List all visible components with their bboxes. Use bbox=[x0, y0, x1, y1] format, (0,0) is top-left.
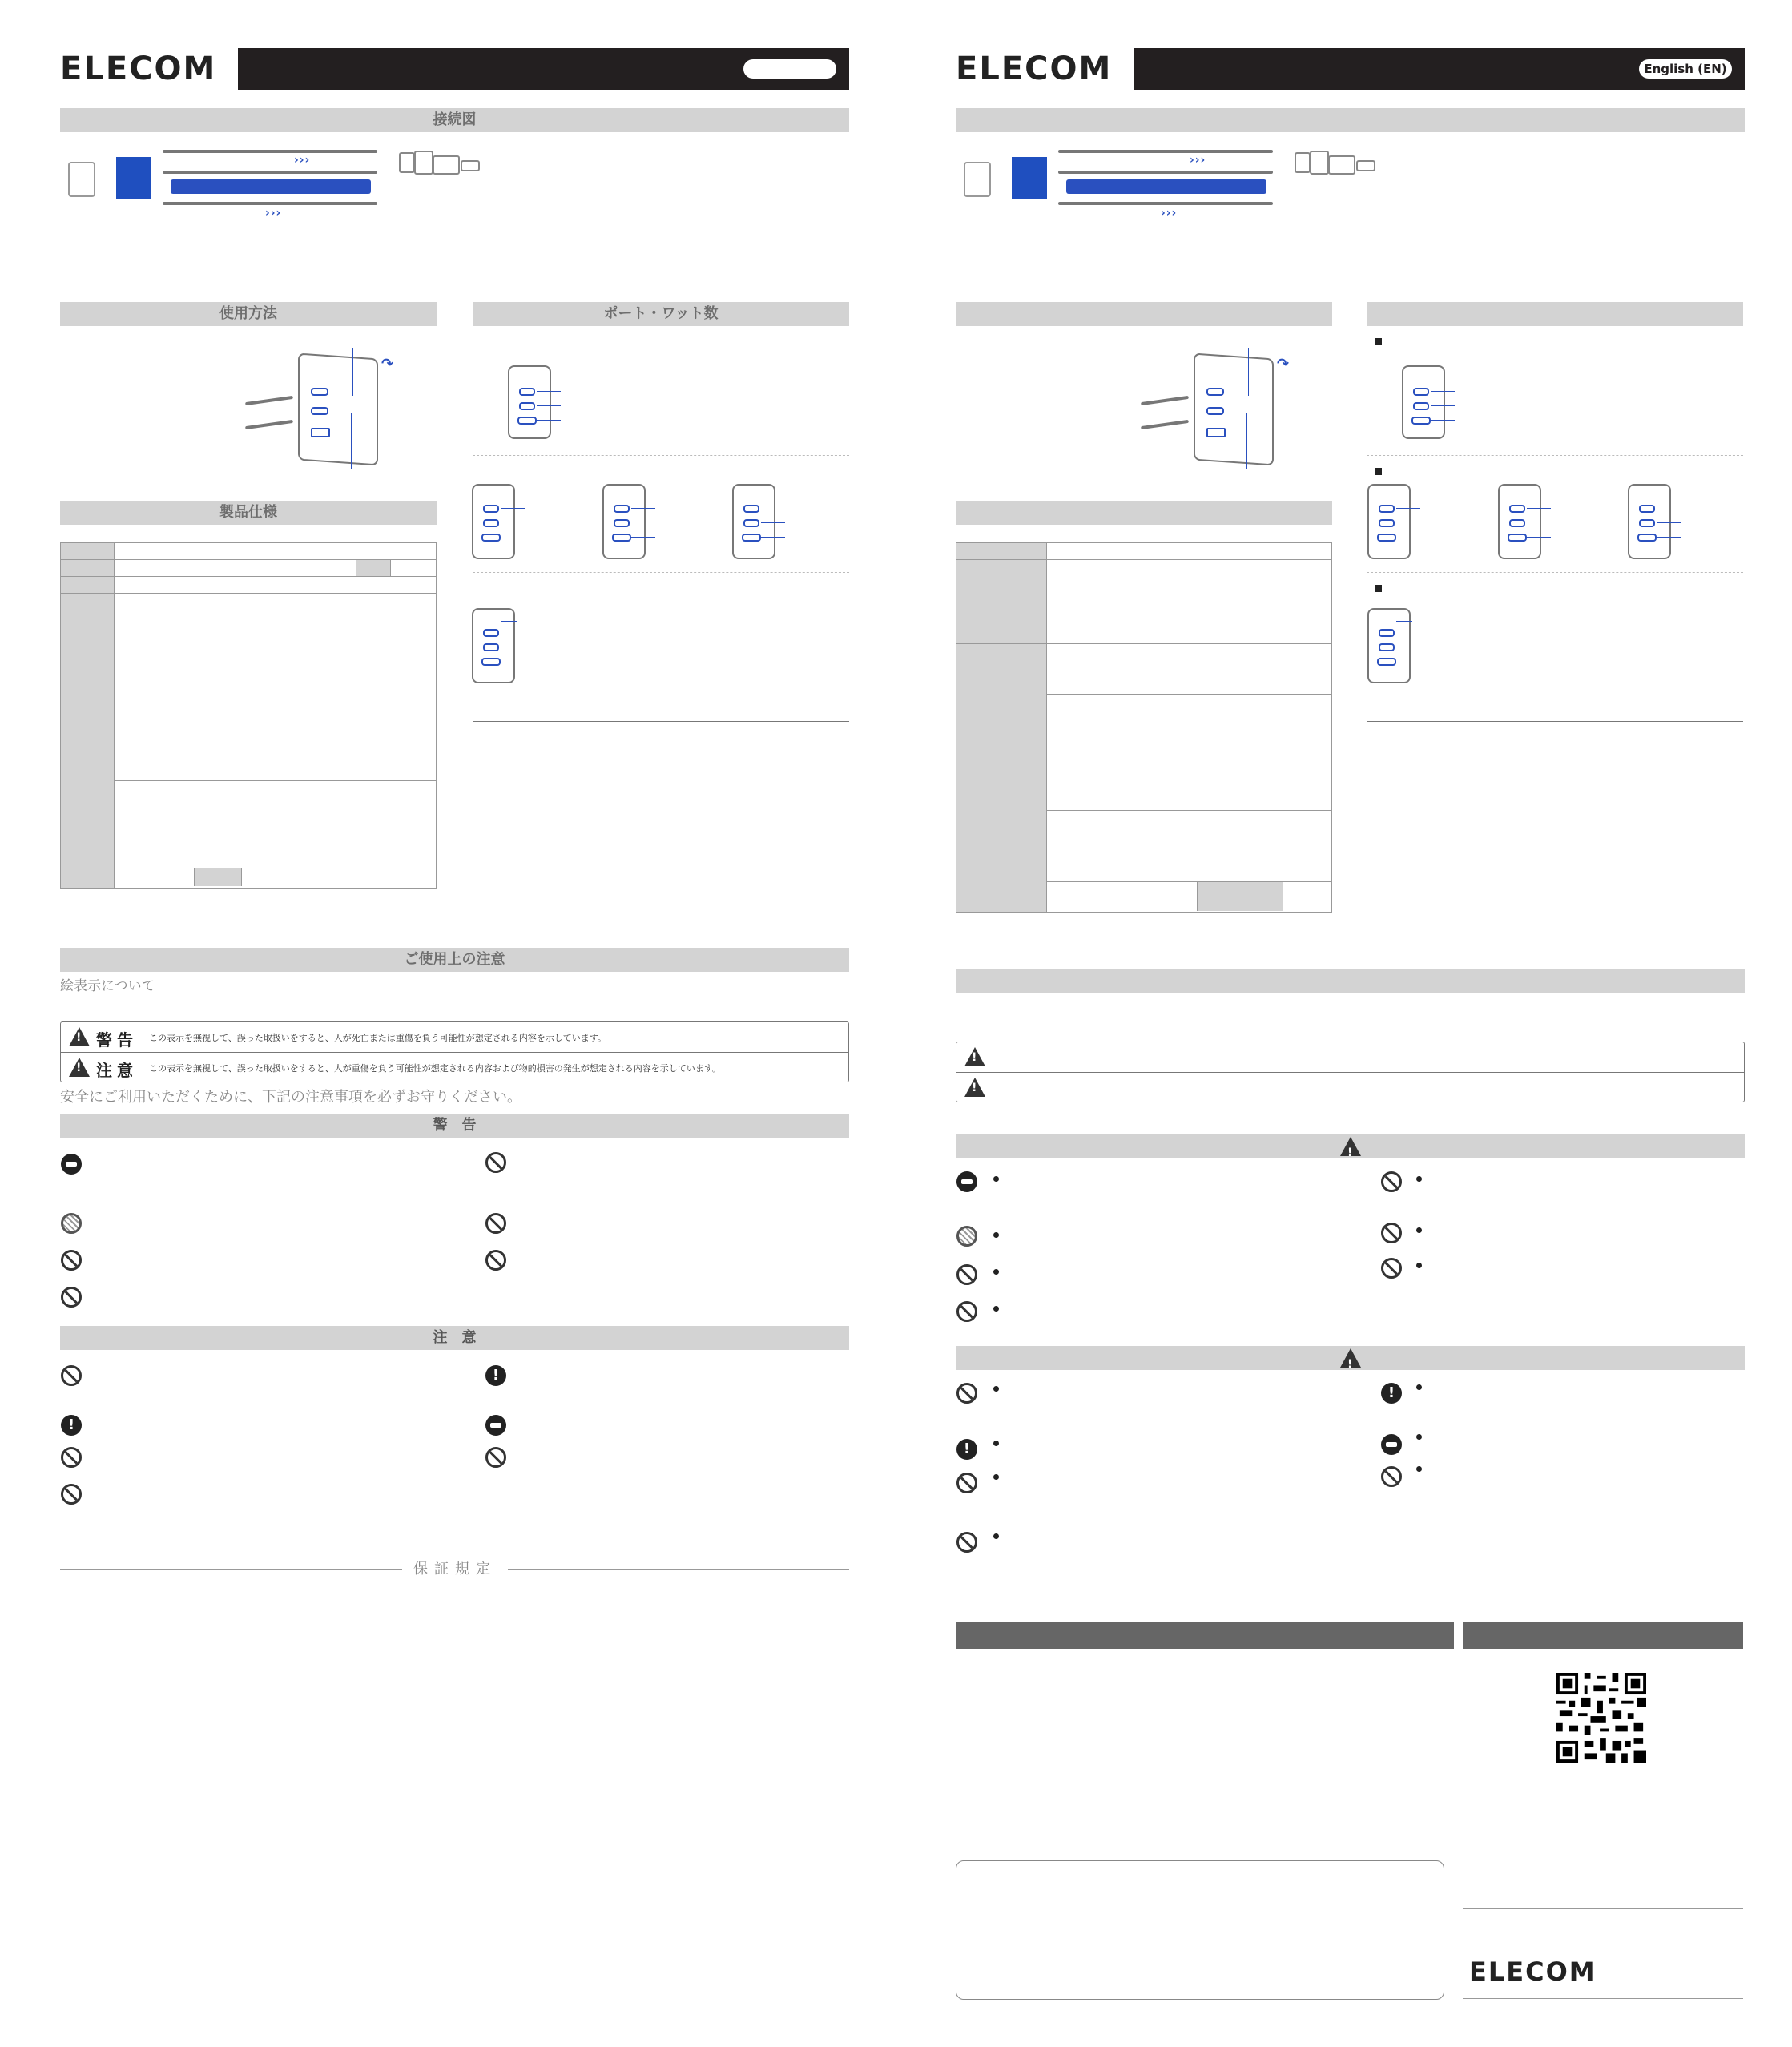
square-bullet bbox=[1375, 585, 1382, 592]
warning-section-bar bbox=[956, 1134, 1745, 1158]
warning-triangle-icon bbox=[1340, 1348, 1361, 1368]
port-diagram-3 bbox=[599, 481, 663, 561]
elecom-logo-footer: ELECOM bbox=[1469, 1956, 1597, 1987]
header-black-band bbox=[1134, 48, 1745, 90]
flow-arrows-top: ››› bbox=[294, 154, 311, 167]
prohibit-icon bbox=[61, 1250, 82, 1271]
dark-section-bar-small bbox=[1463, 1622, 1743, 1649]
prohibit-icon bbox=[61, 1365, 82, 1386]
port-diagram-4 bbox=[729, 481, 793, 561]
warning-section-title: 警 告 bbox=[60, 1114, 849, 1138]
caution-section-bar bbox=[956, 1346, 1745, 1370]
square-bullet bbox=[1375, 468, 1382, 475]
safety-note: 安全にご利用いただくために、下記の注意事項を必ずお守りください。 bbox=[60, 1089, 521, 1106]
spec-table bbox=[60, 542, 437, 889]
port-diagram-1 bbox=[505, 361, 569, 441]
warning-triangle-icon bbox=[1340, 1137, 1361, 1156]
unplug-icon bbox=[956, 1171, 977, 1192]
charger-body bbox=[298, 353, 378, 466]
unplug-icon bbox=[1381, 1434, 1402, 1455]
charger-icon bbox=[116, 157, 151, 199]
cable-middle bbox=[163, 171, 377, 174]
usage-cable-2 bbox=[245, 420, 293, 429]
unplug-icon bbox=[61, 1154, 82, 1175]
prohibit-icon bbox=[485, 1447, 506, 1468]
caution-level-row: ! 注意 この表示を無視して、誤った取扱いをすると、人が重傷を負う可能性が想定される内容および物的損害の発生が想定される内容を示しています。 bbox=[61, 1052, 848, 1082]
no-disassemble-icon bbox=[1381, 1258, 1402, 1279]
prohibit-icon bbox=[956, 1264, 977, 1285]
language-badge: English (EN) bbox=[1639, 59, 1732, 79]
header-black-band bbox=[238, 48, 849, 90]
unplug-icon bbox=[485, 1415, 506, 1436]
mandatory-action-icon: ! bbox=[61, 1415, 82, 1436]
no-wet-hands-icon bbox=[61, 1213, 82, 1234]
cable-top bbox=[163, 150, 377, 153]
elecom-logo: ELECOM bbox=[956, 50, 1113, 87]
leader-line bbox=[352, 348, 353, 396]
wall-outlet-icon bbox=[68, 162, 95, 197]
port-diagram-3 bbox=[1495, 481, 1559, 561]
japanese-page bbox=[0, 0, 881, 2047]
port-diagram-2 bbox=[469, 481, 533, 561]
warning-triangle-icon bbox=[964, 1047, 985, 1066]
prohibit-icon bbox=[61, 1287, 82, 1308]
connection-diagram bbox=[68, 144, 501, 224]
flow-arrows-top: ››› bbox=[1190, 154, 1206, 167]
port-diagram-5 bbox=[469, 605, 533, 685]
cable-thick bbox=[171, 179, 371, 194]
language-badge-blank bbox=[743, 59, 836, 79]
port-diagram-1 bbox=[1399, 361, 1463, 441]
laptop-device-icon bbox=[433, 155, 460, 175]
prohibit-icon bbox=[956, 1532, 977, 1553]
mandatory-action-icon: ! bbox=[1381, 1383, 1402, 1404]
leader-line bbox=[351, 413, 352, 469]
dark-section-bar bbox=[956, 1622, 1454, 1649]
rotate-arrow-icon: ↷ bbox=[1277, 356, 1291, 373]
prohibit-icon bbox=[485, 1152, 506, 1173]
port-diagram-4 bbox=[1625, 481, 1689, 561]
elecom-logo: ELECOM bbox=[60, 50, 217, 87]
small-device-icon bbox=[461, 160, 480, 171]
usage-illustration bbox=[240, 345, 425, 473]
no-wet-hands-icon bbox=[956, 1226, 977, 1247]
prohibit-icon bbox=[61, 1447, 82, 1468]
prohibit-icon bbox=[956, 1383, 977, 1404]
prohibit-icon bbox=[956, 1473, 977, 1493]
cable-bottom bbox=[163, 202, 377, 205]
no-disassemble-icon bbox=[485, 1250, 506, 1271]
prohibit-icon bbox=[956, 1301, 977, 1322]
address-box bbox=[956, 1860, 1444, 2000]
section-ports-title: ポート・ワット数 bbox=[473, 302, 849, 326]
charger-icon bbox=[1012, 157, 1047, 199]
warning-triangle-icon bbox=[964, 1078, 985, 1097]
warning-triangle-icon bbox=[69, 1058, 90, 1077]
prohibit-icon bbox=[1381, 1171, 1402, 1192]
pictogram-heading: 絵表示について bbox=[60, 978, 155, 994]
section-bar-blank bbox=[956, 302, 1332, 326]
prohibit-icon bbox=[61, 1484, 82, 1505]
warning-level-row: ! 警告 この表示を無視して、誤った取扱いをすると、人が死亡または重傷を負う可能性が想定される内容を示しています。 bbox=[61, 1022, 848, 1051]
phone-device-icon bbox=[1295, 152, 1311, 173]
header-bar bbox=[60, 48, 849, 90]
prohibit-icon bbox=[1381, 1466, 1402, 1487]
laptop-device-icon bbox=[1328, 155, 1355, 175]
prohibit-icon bbox=[485, 1213, 506, 1234]
section-specs-title: 製品仕様 bbox=[60, 501, 437, 525]
flow-arrows-bottom: ››› bbox=[1161, 207, 1178, 220]
hazard-level-box bbox=[956, 1042, 1745, 1102]
flow-arrows-bottom: ››› bbox=[265, 207, 282, 220]
port-c2 bbox=[311, 407, 328, 415]
section-precautions-title: ご使用上の注意 bbox=[60, 948, 849, 972]
port-diagram-2 bbox=[1364, 481, 1428, 561]
port-c1 bbox=[311, 388, 328, 396]
section-bar-blank bbox=[956, 108, 1745, 132]
english-page bbox=[896, 0, 1792, 2047]
port-a bbox=[311, 428, 330, 437]
usage-illustration bbox=[1136, 345, 1320, 473]
port-diagram-5 bbox=[1364, 605, 1428, 685]
prohibit-icon bbox=[1381, 1223, 1402, 1243]
hazard-level-box bbox=[60, 1021, 849, 1082]
wall-outlet-icon bbox=[964, 162, 991, 197]
section-bar-blank bbox=[1367, 302, 1743, 326]
mandatory-action-icon: ! bbox=[485, 1365, 506, 1386]
tablet-device-icon bbox=[414, 151, 433, 175]
section-connection-title: 接続図 bbox=[60, 108, 849, 132]
tablet-device-icon bbox=[1310, 151, 1329, 175]
rotate-arrow-icon: ↷ bbox=[381, 356, 395, 373]
qr-code-icon[interactable] bbox=[1556, 1673, 1646, 1763]
mandatory-action-icon: ! bbox=[956, 1439, 977, 1460]
small-device-icon bbox=[1356, 160, 1375, 171]
square-bullet bbox=[1375, 338, 1382, 345]
phone-device-icon bbox=[399, 152, 415, 173]
usage-cable-1 bbox=[245, 396, 293, 405]
connection-diagram bbox=[964, 144, 1396, 224]
header-bar bbox=[956, 48, 1745, 90]
section-usage-title: 使用方法 bbox=[60, 302, 437, 326]
caution-section-title: 注 意 bbox=[60, 1326, 849, 1350]
spec-table bbox=[956, 542, 1332, 913]
warranty-title: 保証規定 bbox=[402, 1557, 508, 1578]
section-bar-blank bbox=[956, 501, 1332, 525]
section-bar-blank bbox=[956, 969, 1745, 993]
warning-triangle-icon bbox=[69, 1027, 90, 1046]
